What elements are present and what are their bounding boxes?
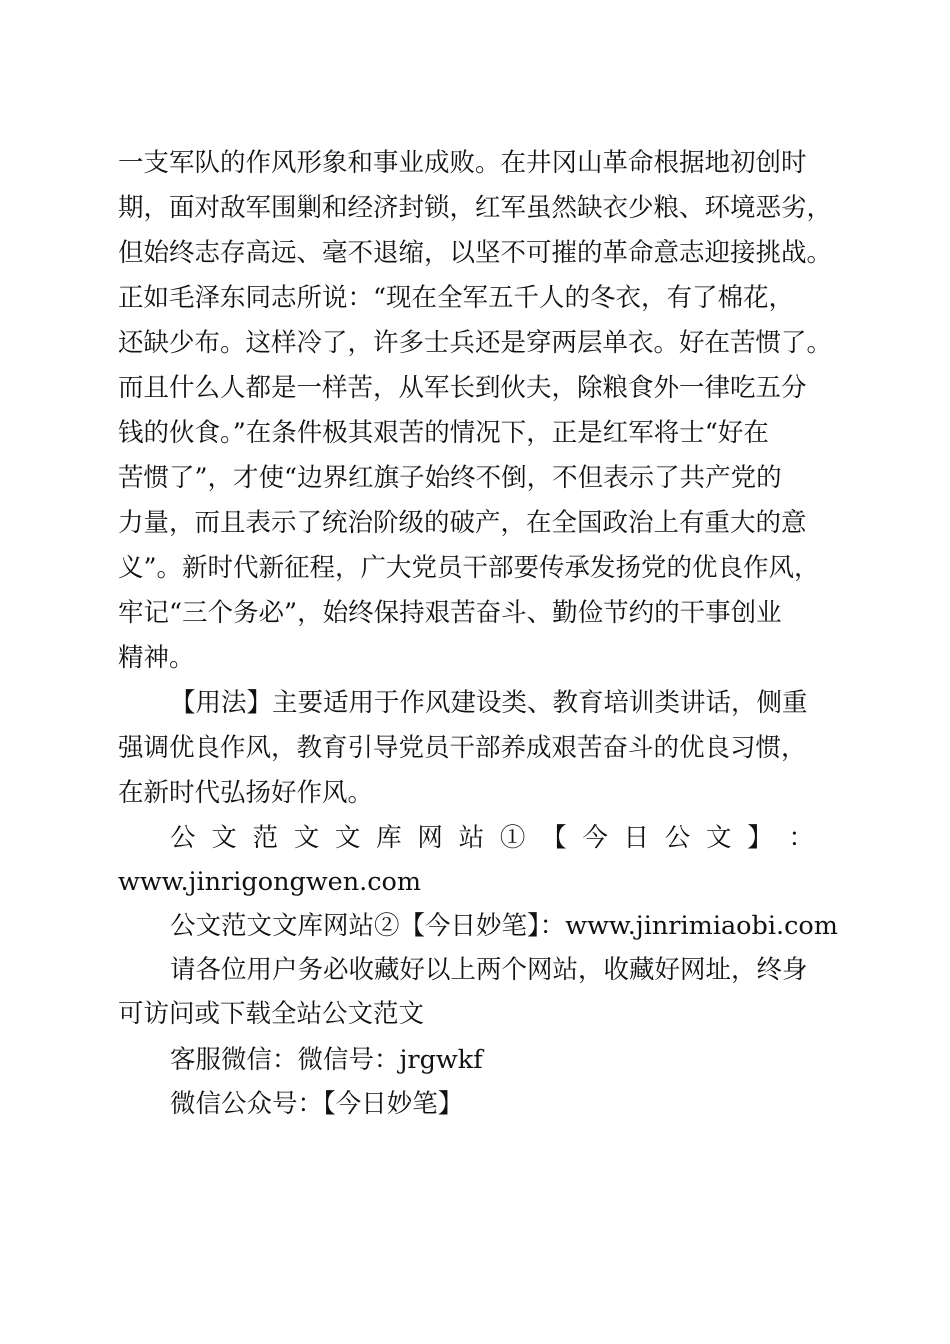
notice-line-1: 请各位用户务必收藏好以上两个网站，收藏好网址，终身 — [170, 955, 808, 985]
body-line-8: 苦惯了”，才使“边界红旗子始终不倒，不但表示了共产党的 — [118, 463, 782, 493]
usage-line-2: 强调优良作风，教育引导党员干部养成艰苦奋斗的优良习惯， — [118, 733, 807, 763]
usage-line-3: 在新时代弘扬好作风。 — [118, 778, 374, 808]
body-line-7: 钱的伙食。”在条件极其艰苦的情况下，正是红军将士“好在 — [118, 418, 769, 448]
site1-label: 公 文 范 文 文 库 网 站 ① 【 今 日 公 文 】 ： — [170, 823, 814, 853]
body-line-1: 一支军队的作风形象和事业成败。在井冈山革命根据地初创时 — [118, 148, 807, 178]
usage-line-1: 【用法】主要适用于作风建设类、教育培训类讲话，侧重 — [170, 688, 808, 718]
body-line-2: 期，面对敌军围剿和经济封锁，红军虽然缺衣少粮、环境恶劣， — [118, 193, 833, 223]
body-line-11: 牢记“三个务必”，始终保持艰苦奋斗、勤俭节约的干事创业 — [118, 598, 782, 628]
body-line-6: 而且什么人都是一样苦，从军长到伙夫，除粮食外一律吃五分 — [118, 373, 807, 403]
body-line-4: 正如毛泽东同志所说：“现在全军五千人的冬衣，有了棉花， — [118, 283, 795, 313]
wechat-service: 客服微信：微信号：jrgwkf — [170, 1045, 483, 1075]
site2-line[interactable]: 公文范文文库网站②【今日妙笔】：www.jinrimiaobi.com — [170, 911, 838, 941]
wechat-public: 微信公众号：【今日妙笔】 — [170, 1089, 464, 1119]
body-line-12: 精神。 — [118, 643, 195, 673]
body-line-10: 义”。新时代新征程，广大党员干部要传承发扬党的优良作风， — [118, 553, 820, 583]
notice-line-2: 可访问或下载全站公文范文 — [118, 999, 425, 1029]
body-line-3: 但始终志存高远、毫不退缩，以坚不可摧的革命意志迎接挑战。 — [118, 238, 833, 268]
body-line-9: 力量，而且表示了统治阶级的破产，在全国政治上有重大的意 — [118, 508, 807, 538]
body-line-5: 还缺少布。这样冷了，许多士兵还是穿两层单衣。好在苦惯了。 — [118, 328, 833, 358]
site1-url[interactable]: www.jinrigongwen.com — [118, 867, 422, 897]
